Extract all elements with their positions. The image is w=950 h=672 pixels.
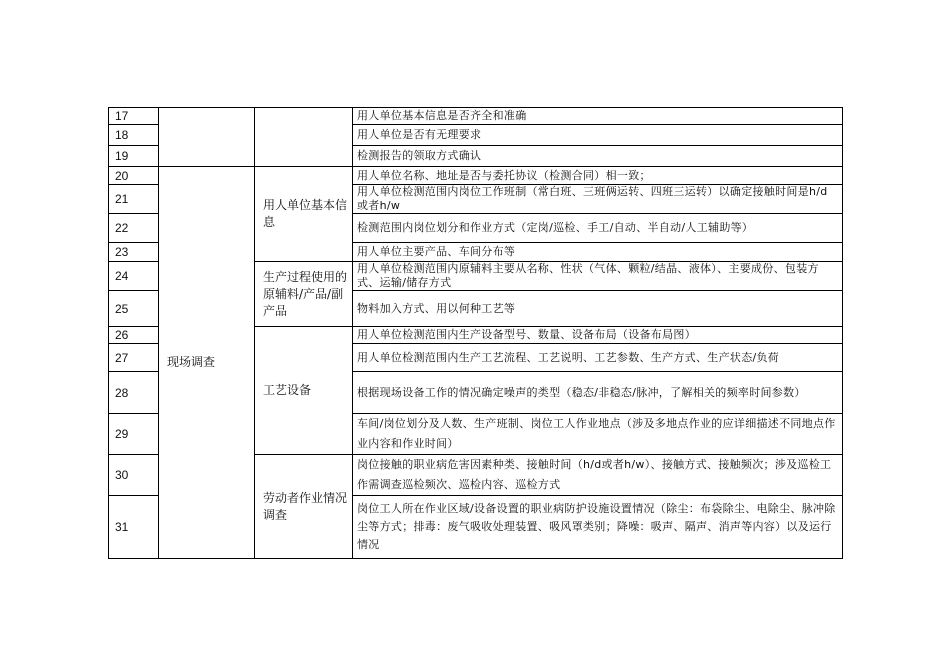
row-content: 用人单位检测范围内生产设备型号、数量、设备布局（设备布局图） (353, 327, 843, 344)
table-row (109, 167, 843, 185)
row-number: 17 (109, 108, 159, 125)
category-cell: 现场调查 (159, 167, 255, 559)
row-number: 26 (109, 327, 159, 344)
row-number: 24 (109, 262, 159, 291)
subcategory-cell: 劳动者作业情况调查 (255, 455, 353, 559)
subcategory-cell: 工艺设备 (255, 327, 353, 455)
row-content: 岗位接触的职业病危害因素种类、接触时间（h/d或者h/w）、接触方式、接触频次；涉及巡检工作需调查巡检频次、巡检内容、巡检方式 (353, 455, 843, 496)
row-content: 检测范围内岗位划分和作业方式（定岗/巡检、手工/自动、半自动/人工辅助等） (353, 214, 843, 243)
row-number: 27 (109, 344, 159, 372)
row-content: 用人单位主要产品、车间分布等 (353, 243, 843, 262)
row-number: 18 (109, 125, 159, 146)
row-content: 用人单位是否有无理要求 (353, 125, 843, 146)
table-row (109, 108, 843, 125)
row-content: 用人单位检测范围内岗位工作班制（常白班、三班俩运转、四班三运转）以确定接触时间是h/d或者h/w (353, 185, 843, 214)
row-number: 25 (109, 291, 159, 327)
subcategory-cell: 用人单位基本信息 (255, 167, 353, 262)
survey-checklist-table (108, 107, 843, 559)
row-number: 22 (109, 214, 159, 243)
row-content: 用人单位检测范围内生产工艺流程、工艺说明、工艺参数、生产方式、生产状态/负荷 (353, 344, 843, 372)
subcategory-cell: 生产过程使用的原辅料/产品/副产品 (255, 262, 353, 327)
document-page (108, 107, 842, 559)
row-number: 19 (109, 146, 159, 167)
row-number: 20 (109, 167, 159, 185)
row-content: 根据现场设备工作的情况确定噪声的类型（稳态/非稳态/脉冲，了解相关的频率时间参数） (353, 372, 843, 414)
row-content: 用人单位基本信息是否齐全和准确 (353, 108, 843, 125)
row-content: 用人单位检测范围内原辅料主要从名称、性状（气体、颗粒/结晶、液体）、主要成份、包装方式、运输/储存方式 (353, 262, 843, 291)
row-number: 29 (109, 414, 159, 455)
empty-cell (255, 108, 353, 167)
row-content: 用人单位名称、地址是否与委托协议（检测合同）相一致； (353, 167, 843, 185)
row-number: 23 (109, 243, 159, 262)
row-content: 检测报告的领取方式确认 (353, 146, 843, 167)
row-number: 31 (109, 496, 159, 559)
row-number: 28 (109, 372, 159, 414)
row-number: 30 (109, 455, 159, 496)
row-content: 车间/岗位划分及人数、生产班制、岗位工人作业地点（涉及多地点作业的应详细描述不同地点作业内容和作业时间） (353, 414, 843, 455)
row-number: 21 (109, 185, 159, 214)
row-content: 岗位工人所在作业区域/设备设置的职业病防护设施设置情况（除尘：布袋除尘、电除尘、脉冲除尘等方式；排毒：废气吸收处理装置、吸风罩类别；降噪：吸声、隔声、消声等内容）以及运行情况 (353, 496, 843, 559)
empty-cell (159, 108, 255, 167)
row-content: 物料加入方式、用以何种工艺等 (353, 291, 843, 327)
